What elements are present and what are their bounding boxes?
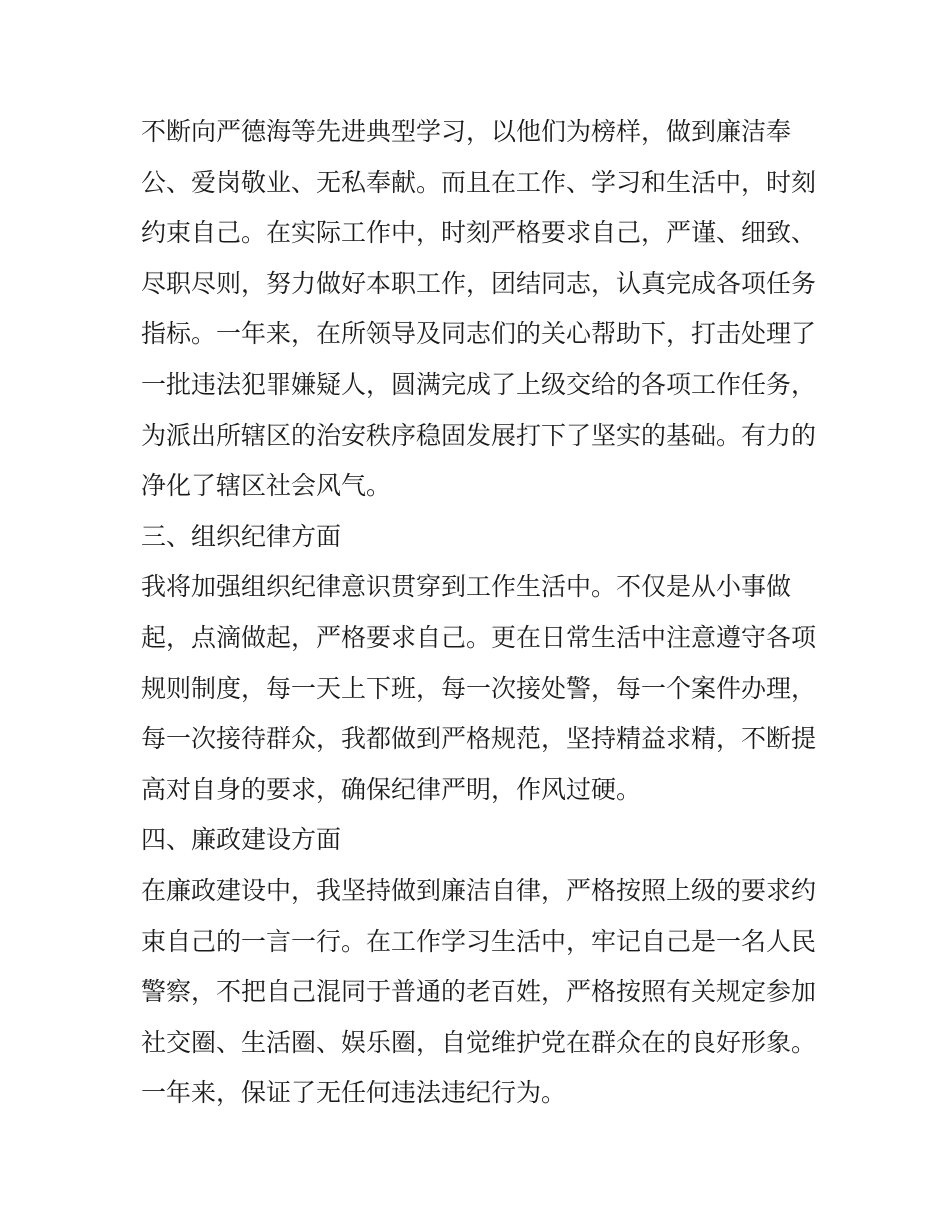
text-line: 高对自身的要求，确保纪律严明，作风过硬。 (141, 774, 642, 804)
text-line: 警察，不把自己混同于普通的老百姓，严格按照有关规定参加 (141, 977, 817, 1007)
text-line: 一批违法犯罪嫌疑人，圆满完成了上级交给的各项工作任务， (141, 369, 817, 399)
text-line: 在廉政建设中，我坚持做到廉洁自律，严格按照上级的要求约 (141, 875, 817, 905)
paragraph-performance (141, 107, 817, 512)
text-line: 社交圈、生活圈、娱乐圈，自觉维护党在群众在的良好形象。 (141, 1027, 817, 1057)
text-line: 公、爱岗敬业、无私奉献。而且在工作、学习和生活中，时刻 (141, 167, 817, 197)
text-line: 起，点滴做起，严格要求自己。更在日常生活中注意遵守各项 (141, 622, 817, 652)
text-line: 不断向严德海等先进典型学习，以他们为榜样，做到廉洁奉 (141, 117, 792, 146)
section-heading-discipline: 三、组织纪律方面 (141, 521, 342, 551)
text-line: 规则制度，每一天上下班，每一次接处警，每一个案件办理， (141, 673, 817, 703)
text-line: 尽职尽则，努力做好本职工作，团结同志，认真完成各项任务 (141, 268, 817, 298)
text-line: 束自己的一言一行。在工作学习生活中，牢记自己是一名人民 (141, 926, 817, 956)
text-line: 净化了辖区社会风气。 (141, 471, 392, 501)
text-line: 一年来，保证了无任何违法违纪行为。 (141, 1078, 567, 1108)
text-line: 约束自己。在实际工作中，时刻严格要求自己，严谨、细致、 (141, 218, 817, 248)
paragraph-integrity (141, 866, 817, 1119)
paragraph-discipline (141, 562, 817, 815)
text-line: 为派出所辖区的治安秩序稳固发展打下了坚实的基础。有力的 (141, 420, 817, 450)
text-line: 指标。一年来，在所领导及同志们的关心帮助下，打击处理了 (141, 319, 817, 349)
document-body (141, 107, 817, 1119)
text-line: 每一次接待群众，我都做到严格规范，坚持精益求精，不断提 (141, 724, 817, 754)
section-heading-integrity: 四、廉政建设方面 (141, 825, 342, 855)
text-line: 我将加强组织纪律意识贯穿到工作生活中。不仅是从小事做 (141, 572, 792, 602)
